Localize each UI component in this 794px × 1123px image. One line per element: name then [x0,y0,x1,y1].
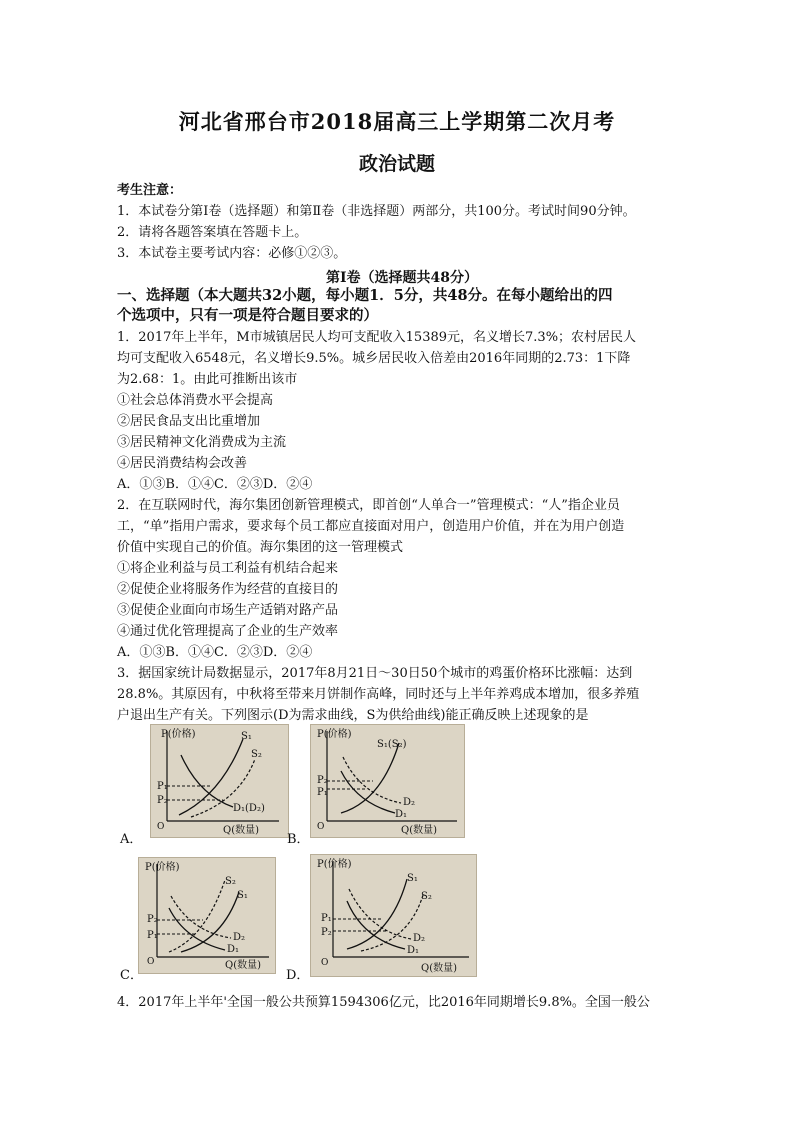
demand-curve-d1 [341,771,395,813]
q1-stem: 均可支配收入6548元，名义增长9.5%。城乡居民收入倍差由2016年同期的2.73：1下降 [117,351,631,366]
curve-label: D₁ [395,809,408,820]
q1-option: ②居民食品支出比重增加 [117,414,261,429]
notice-item: 1．本试卷分第Ⅰ卷（选择题）和第Ⅱ卷（非选择题）两部分，共100分。考试时间90分钟。 [117,204,636,219]
price-label: P₁ [321,913,332,924]
demand-curve-d2 [171,896,231,938]
curve-label: D₁ [407,945,420,956]
origin-label: O [321,958,329,968]
graph-b [310,724,465,838]
curve-label: S₁ [241,731,252,742]
notice-heading: 考生注意： [117,183,183,198]
notice-item: 2．请将各题答案填在答题卡上。 [117,225,308,240]
curve-label: D₁(D₂) [233,803,265,814]
q3-stem: 3．据国家统计局数据显示，2017年8月21日～30日50个城市的鸡蛋价格环比涨幅：达到 [117,666,633,681]
graph-c [138,857,276,974]
origin-label: O [157,822,165,832]
q1-option: ④居民消费结构会改善 [117,456,248,471]
q1-option: ③居民精神文化消费成为主流 [117,435,287,450]
graph-d-label: D． [286,968,310,983]
section-heading: 一、选择题（本大题共32小题，每小题1．5分，共48分。在每小题给出的四 [117,287,613,304]
y-axis-label: P(价格) [145,862,180,873]
notice-item: 3．本试卷主要考试内容：必修①②③。 [117,246,347,261]
q2-option: ④通过优化管理提高了企业的生产效率 [117,624,339,639]
x-axis-label: Q(数量) [421,963,458,974]
demand-curve-d1 [169,908,225,950]
q2-option: ①将企业利益与员工利益有机结合起来 [117,561,339,576]
price-label: P₁ [317,787,328,798]
x-axis-label: Q(数量) [401,825,438,836]
q3-stem: 28.8%。其原因有，中秋将至带来月饼制作高峰，同时还与上半年养鸡成本增加，很多养殖 [117,687,640,702]
graph-a-label: A． [120,832,143,847]
y-axis-label: P(价格) [317,859,352,870]
q3-stem: 户退出生产有关。下列图示(D为需求曲线，S为供给曲线)能正确反映上述现象的是 [117,708,589,723]
price-label: P₂ [317,775,328,786]
q1-stem: 1．2017年上半年，M市城镇居民人均可支配收入15389元，名义增长7.3%；农村居民人 [117,330,637,345]
curve-label: S₁ [407,873,418,884]
y-axis-label: P(价格) [161,729,196,740]
q2-option: ②促使企业将服务作为经营的直接目的 [117,582,339,597]
origin-label: O [317,822,325,832]
demand-curve-d2 [343,757,401,803]
price-label: P₂ [147,914,158,925]
graph-b-label: B． [287,832,310,847]
price-label: P₁ [157,781,168,792]
price-label: P₁ [147,930,158,941]
graph-d [310,854,477,977]
curve-label: S₂ [251,749,262,760]
q1-answers: A．①③B．①④C．②③D．②④ [117,477,313,492]
curve-label: D₁ [227,944,240,955]
curve-label: D₂ [403,797,416,808]
x-axis-label: Q(数量) [223,825,260,836]
exam-title: 河北省邢台市2018届高三上学期第二次月考 [178,109,616,134]
q2-stem: 2．在互联网时代，海尔集团创新管理模式，即首创“人单合一”管理模式：“人”指企业员 [117,498,620,513]
curve-label: D₂ [233,932,246,943]
curve-label: S₁(S₂) [377,739,407,750]
exam-subtitle: 政治试题 [358,153,435,175]
q1-stem: 为2.68：1。由此可推断出该市 [117,372,298,387]
q1-option: ①社会总体消费水平会提高 [117,393,274,408]
x-axis-label: Q(数量) [225,960,262,971]
graph-c-label: C． [120,968,143,983]
q4-stem: 4．2017年上半年'全国一般公共预算1594306亿元，比2016年同期增长9.8%。全国一般公 [117,995,650,1010]
origin-label: O [147,957,155,967]
curve-label: S₂ [421,891,432,902]
price-label: P₂ [321,927,332,938]
q2-answers: A．①③B．①④C．②③D．②④ [117,645,313,660]
curve-label: S₂ [225,876,236,887]
q2-stem: 工，“单”指用户需求，要求每个员工都应直接面对用户，创造用户价值，并在为用户创造 [117,519,625,534]
price-label: P₂ [157,795,168,806]
q2-stem: 价值中实现自己的价值。海尔集团的这一管理模式 [117,540,404,555]
q2-option: ③促使企业面向市场生产适销对路产品 [117,603,339,618]
y-axis-label: P(价格) [317,729,352,740]
supply-curve-s1 [181,892,239,952]
section-heading: 个选项中，只有一项是符合题目要求的） [117,307,378,324]
supply-curve-s1 [347,879,407,949]
part1-title: 第Ⅰ卷（选择题共48分） [325,270,479,286]
curve-label: S₁ [237,890,248,901]
curve-label: D₂ [413,933,426,944]
graph-a [150,724,289,838]
demand-curve-d1d2 [181,755,233,807]
supply-curve-s2 [169,880,225,952]
